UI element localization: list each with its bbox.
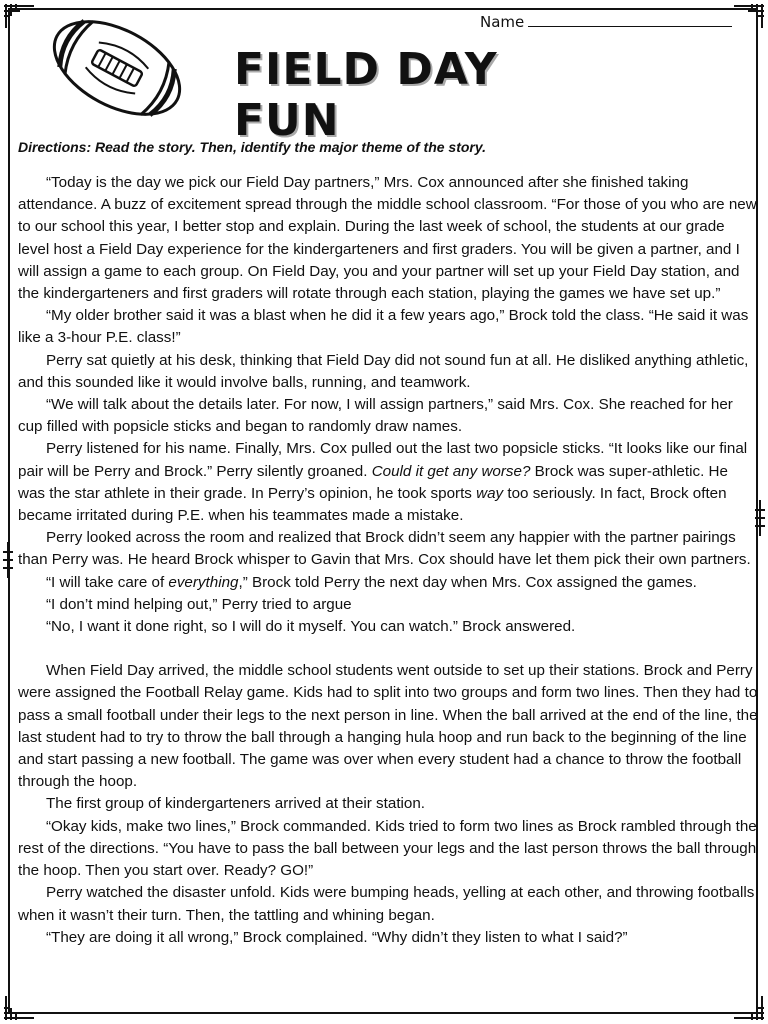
side-ornament-left	[1, 540, 15, 580]
story-paragraph: “They are doing it all wrong,” Brock complained. “Why didn’t they listen to what I said?”	[46, 928, 628, 946]
story-italic-text: way	[476, 484, 504, 502]
story-italic-text: everything	[168, 573, 239, 591]
directions-text: Directions: Read the story. Then, identify the major theme of the story.	[18, 139, 487, 155]
name-label: Name	[480, 13, 525, 31]
corner-ornament-bottom-left	[2, 994, 36, 1022]
story-italic-text: Could it get any worse?	[371, 462, 531, 480]
story-body	[18, 172, 758, 949]
corner-ornament-top-right	[732, 2, 766, 30]
story-text: Brock was super-athletic. He was the star athlete in their grade. In Perry’s opinion, he took sports	[18, 462, 728, 502]
story-text: ,” Brock told Perry the next day when Mrs. Cox assigned the games.	[238, 573, 697, 591]
name-field[interactable]	[480, 12, 732, 31]
story-text: too seriously. In fact, Brock often became irritated during P.E. when his teammates made a mistake.	[18, 484, 727, 525]
story-paragraph: “I don’t mind helping out,” Perry tried to argue	[46, 595, 352, 613]
story-paragraph: Perry watched the disaster unfold. Kids were bumping heads, yelling at each other, and throwing footballs when it wasn’t their turn. Then, the tattling and whining began.	[18, 884, 755, 924]
story-paragraph: “My older brother said it was a blast when he did it a few years ago,” Brock told the class. “He said it was like a 3-hour P.E. class!”	[18, 307, 749, 347]
story-paragraph: “No, I want it done right, so I will do it myself. You can watch.” Brock answered.	[46, 618, 576, 636]
story-paragraph	[18, 572, 758, 594]
story-text: Perry listened for his name. Finally, Mrs. Cox pulled out the last two popsicle sticks. “It looks like our final pair will be Perry and Brock.” Perry silently groaned.	[18, 440, 748, 480]
story-paragraph: Perry looked across the room and realized that Brock didn’t seem any happier with the partner pairings than Perry was. He heard Brock whisper to Gavin that Mrs. Cox should have let them pick their own partners.	[18, 529, 751, 569]
story-paragraph: “Today is the day we pick our Field Day partners,” Mrs. Cox announced after she finished taking attendance. A buzz of excitement spread through the middle school classroom. “For those of you who are new to our school this year, I better stop and explain. During the last week of school, the students at our grade level host a Field Day experience for the kindergarteners and first graders. You will be given a partner, and I will assign a game to each group. On Field Day, you and your partner will set up your Field Day station, and the kindergarteners and first graders will rotate through each station, playing the games we have set up.”	[18, 174, 757, 303]
corner-ornament-bottom-right	[732, 994, 766, 1022]
name-blank-line[interactable]	[528, 12, 732, 27]
story-paragraph	[18, 438, 758, 527]
page-title: FIELD DAY FUN	[234, 44, 498, 146]
football-clipart-icon	[44, 12, 190, 124]
story-paragraph: When Field Day arrived, the middle school students went outside to set up their stations. Brock and Perry were assigned the Football Relay game. Kids had to split into two groups and form two lines. Then they had to pass a small football under their legs to the next person in line. When the ball arrived at the end of the line, the last student had to try to throw the ball through a hanging hula hoop and run back to the beginning of the line and start passing a new football. The game was over when every student had a chance to throw the football through the hoop.	[18, 662, 758, 791]
story-paragraph: The first group of kindergarteners arrived at their station.	[46, 795, 426, 813]
story-paragraph: “We will talk about the details later. For now, I will assign partners,” said Mrs. Cox. She reached for her cup filled with popsicle sticks and began to randomly draw names.	[18, 396, 733, 436]
story-paragraph: Perry sat quietly at his desk, thinking that Field Day did not sound fun at all. He disliked anything athletic, and this sounded like it would involve balls, running, and teamwork.	[18, 351, 749, 391]
corner-ornament-top-left	[2, 2, 36, 30]
story-text: “I will take care of	[46, 573, 169, 591]
story-paragraph: “Okay kids, make two lines,” Brock commanded. Kids tried to form two lines as Brock rambled through the rest of the directions. “You have to pass the ball between your legs and the last person throws the ball through the hoop. Then you start over. Ready? GO!”	[18, 817, 757, 880]
